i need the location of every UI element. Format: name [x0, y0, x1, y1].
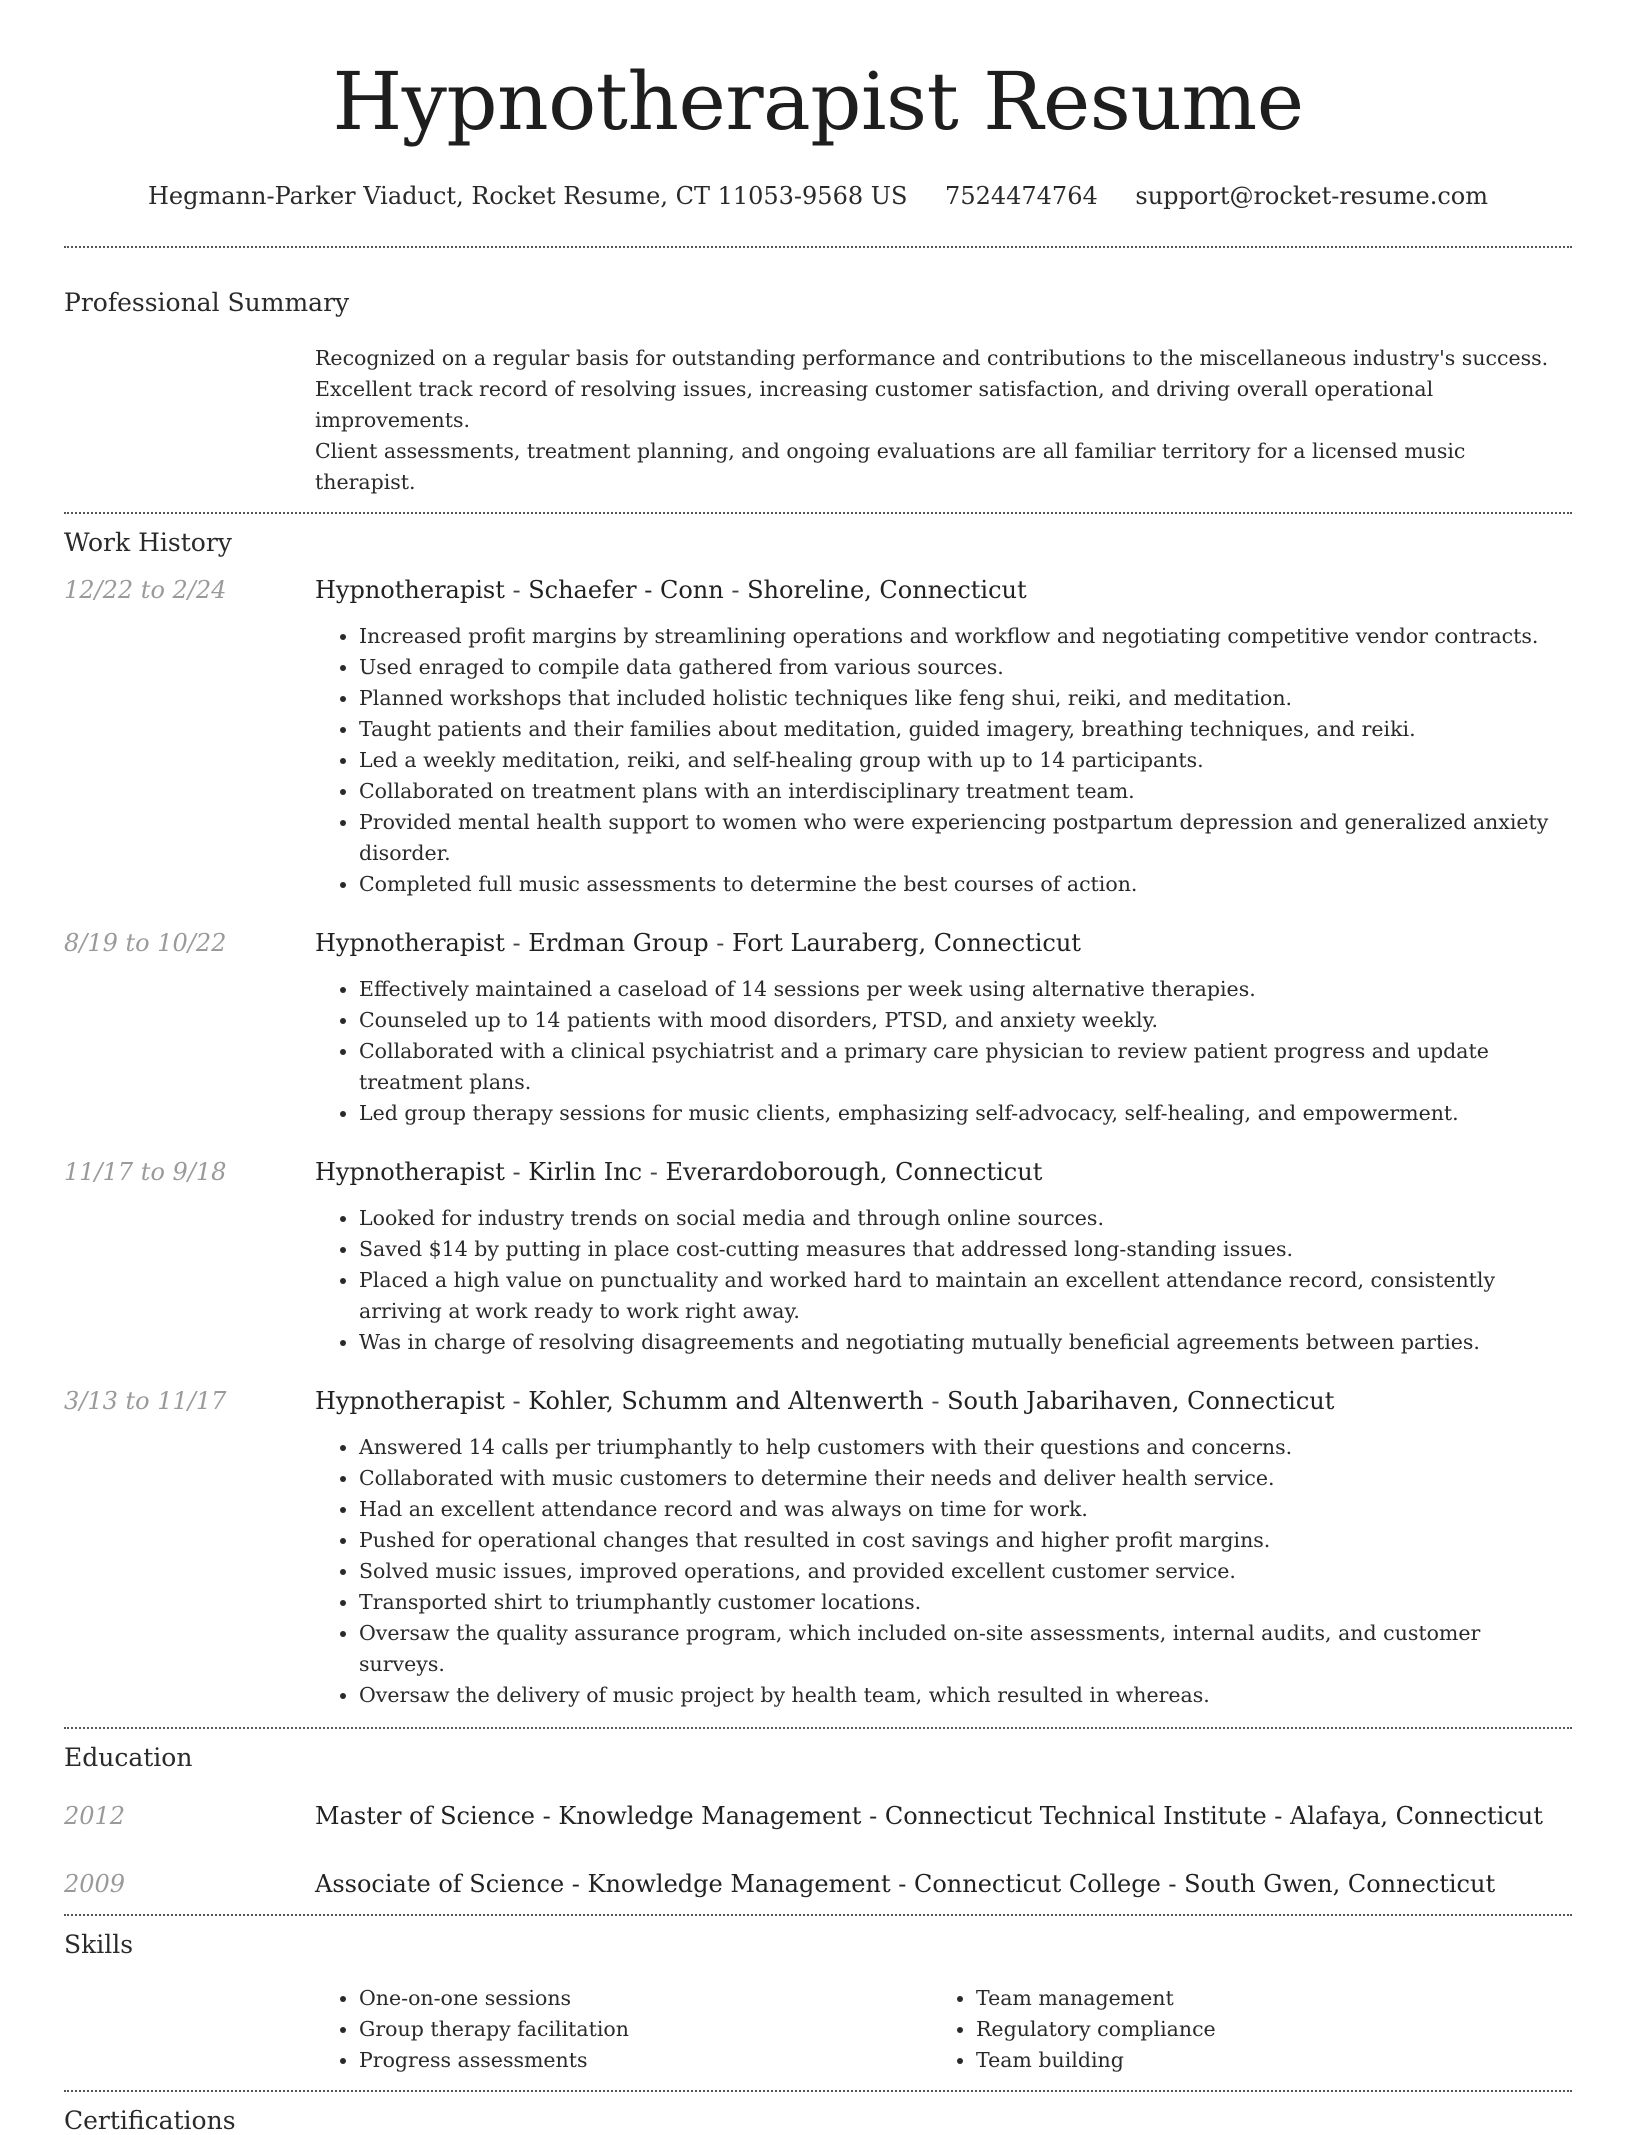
contact-address: Hegmann-Parker Viaduct, Rocket Resume, CT 11053-9568 US	[147, 182, 908, 210]
education-location: Alafaya, Connecticut	[1290, 1802, 1543, 1830]
job-entry	[64, 1157, 1572, 1358]
job-bullets	[315, 621, 1572, 900]
job-location: Everardoborough, Connecticut	[665, 1158, 1043, 1186]
job-dates: 8/19 to 10/22	[64, 929, 227, 957]
job-bullet: • Looked for industry trends on social media and through online sources.	[359, 1203, 1572, 1234]
education-school: Connecticut College	[913, 1870, 1161, 1898]
job-heading: Hypnotherapist - Schaefer - Conn - Shoreline, Connecticut	[315, 576, 1027, 604]
job-company: Kirlin Inc	[528, 1158, 643, 1186]
work-history-list	[64, 575, 1572, 1711]
job-bullet: • Pushed for operational changes that resulted in cost savings and higher profit margins.	[359, 1525, 1572, 1556]
job-heading: Hypnotherapist - Erdman Group - Fort Lauraberg, Connecticut	[315, 929, 1081, 957]
summary-heading: Professional Summary	[64, 288, 350, 317]
job-title: Hypnotherapist	[315, 1387, 505, 1415]
summary-line: Recognized on a regular basis for outstanding performance and contributions to the miscellaneous industry's success.	[315, 346, 1549, 370]
section-divider	[64, 1914, 1572, 1916]
skill-item: • One-on-one sessions	[359, 1983, 932, 2014]
skills-list	[315, 1983, 1572, 2090]
job-heading: Hypnotherapist - Kirlin Inc - Everardoborough, Connecticut	[315, 1158, 1043, 1186]
summary-text	[315, 343, 1572, 512]
work-history-heading: Work History	[64, 528, 232, 557]
job-body	[315, 928, 1572, 1129]
job-bullet: • Transported shirt to triumphantly customer locations.	[359, 1587, 1572, 1618]
section-divider	[64, 2090, 1572, 2092]
contact-info	[64, 182, 1572, 210]
job-location: South Jabarihaven, Connecticut	[947, 1387, 1335, 1415]
education-school: Connecticut Technical Institute	[884, 1802, 1267, 1830]
job-bullets	[315, 1432, 1572, 1711]
job-entry	[64, 575, 1572, 900]
skill-item: • Team building	[976, 2045, 1549, 2076]
job-bullet: • Counseled up to 14 patients with mood disorders, PTSD, and anxiety weekly.	[359, 1005, 1572, 1036]
job-entry	[64, 928, 1572, 1129]
education-entry	[64, 1860, 1572, 1908]
summary-line: Excellent track record of resolving issues, increasing customer satisfaction, and driving overall operational improvements.	[315, 377, 1434, 432]
job-entry	[64, 1386, 1572, 1711]
job-bullet: • Collaborated with music customers to determine their needs and deliver health service.	[359, 1463, 1572, 1494]
section-divider	[64, 1727, 1572, 1729]
job-title: Hypnotherapist	[315, 929, 505, 957]
education-year: 2009	[64, 1870, 126, 1898]
education-entry	[64, 1792, 1572, 1840]
job-body	[315, 575, 1572, 900]
job-bullet: • Collaborated on treatment plans with an interdisciplinary treatment team.	[359, 776, 1572, 807]
education-heading: Education	[64, 1743, 193, 1772]
education-field: Knowledge Management	[587, 1870, 891, 1898]
education-degree: Master of Science	[315, 1802, 535, 1830]
job-body	[315, 1157, 1572, 1358]
job-title: Hypnotherapist	[315, 1158, 505, 1186]
job-bullet: • Saved $14 by putting in place cost-cutting measures that addressed long-standing issues.	[359, 1234, 1572, 1265]
job-dates: 3/13 to 11/17	[64, 1387, 227, 1415]
skills-column-right	[932, 1983, 1549, 2076]
job-bullet: • Was in charge of resolving disagreements and negotiating mutually beneficial agreements between parties.	[359, 1327, 1572, 1358]
job-bullets	[315, 974, 1572, 1129]
job-bullet: • Effectively maintained a caseload of 14 sessions per week using alternative therapies.	[359, 974, 1572, 1005]
education-field: Knowledge Management	[558, 1802, 862, 1830]
job-bullet: • Solved music issues, improved operations, and provided excellent customer service.	[359, 1556, 1572, 1587]
skills-heading: Skills	[64, 1930, 134, 1959]
section-divider	[64, 512, 1572, 514]
job-company: Erdman Group	[528, 929, 709, 957]
education-location: South Gwen, Connecticut	[1184, 1870, 1496, 1898]
summary-line: Client assessments, treatment planning, and ongoing evaluations are all familiar territory for a licensed music therapist.	[315, 439, 1466, 494]
job-heading: Hypnotherapist - Kohler, Schumm and Altenwerth - South Jabarihaven, Connecticut	[315, 1387, 1335, 1415]
job-location: Fort Lauraberg, Connecticut	[732, 929, 1081, 957]
contact-phone: 7524474764	[945, 182, 1098, 210]
education-details: Master of Science - Knowledge Management - Connecticut Technical Institute - Alafaya, Connecticut	[315, 1802, 1543, 1830]
job-bullet: • Increased profit margins by streamlining operations and workflow and negotiating competitive vendor contracts.	[359, 621, 1572, 652]
job-bullet: • Used enraged to compile data gathered from various sources.	[359, 652, 1572, 683]
job-company: Kohler, Schumm and Altenwerth	[528, 1387, 924, 1415]
job-bullet: • Led group therapy sessions for music clients, emphasizing self-advocacy, self-healing, and empowerment.	[359, 1098, 1572, 1129]
education-degree: Associate of Science	[315, 1870, 565, 1898]
skill-item: • Group therapy facilitation	[359, 2014, 932, 2045]
job-body	[315, 1386, 1572, 1711]
job-bullet: • Planned workshops that included holistic techniques like feng shui, reiki, and meditation.	[359, 683, 1572, 714]
job-bullet: • Oversaw the quality assurance program, which included on-site assessments, internal audits, and customer surveys.	[359, 1618, 1572, 1680]
skills-column-left	[315, 1983, 932, 2076]
skill-item: • Progress assessments	[359, 2045, 932, 2076]
education-details: Associate of Science - Knowledge Management - Connecticut College - South Gwen, Connecticut	[315, 1870, 1496, 1898]
education-year: 2012	[64, 1802, 126, 1830]
contact-email: support@rocket-resume.com	[1135, 182, 1489, 210]
job-bullet: • Collaborated with a clinical psychiatrist and a primary care physician to review patient progress and update treatment plans.	[359, 1036, 1572, 1098]
job-bullet: • Oversaw the delivery of music project by health team, which resulted in whereas.	[359, 1680, 1572, 1711]
job-bullet: • Answered 14 calls per triumphantly to help customers with their questions and concerns.	[359, 1432, 1572, 1463]
job-location: Shoreline, Connecticut	[747, 576, 1027, 604]
job-bullet: • Provided mental health support to women who were experiencing postpartum depression and generalized anxiety disorder.	[359, 807, 1572, 869]
resume-page	[64, 0, 1572, 2135]
certifications-heading: Certifications	[64, 2106, 236, 2135]
job-company: Schaefer - Conn	[528, 576, 724, 604]
skill-item: • Regulatory compliance	[976, 2014, 1549, 2045]
job-bullet: • Placed a high value on punctuality and worked hard to maintain an excellent attendance record, consistently arriving at work ready to work right away.	[359, 1265, 1572, 1327]
job-title: Hypnotherapist	[315, 576, 505, 604]
job-bullet: • Led a weekly meditation, reiki, and self-healing group with up to 14 participants.	[359, 745, 1572, 776]
job-dates: 11/17 to 9/18	[64, 1158, 227, 1186]
section-divider	[64, 246, 1572, 248]
job-dates: 12/22 to 2/24	[64, 576, 227, 604]
job-bullet: • Completed full music assessments to determine the best courses of action.	[359, 869, 1572, 900]
skill-item: • Team management	[976, 1983, 1549, 2014]
resume-title: Hypnotherapist Resume	[332, 55, 1304, 148]
job-bullets	[315, 1203, 1572, 1358]
job-bullet: • Had an excellent attendance record and was always on time for work.	[359, 1494, 1572, 1525]
job-bullet: • Taught patients and their families about meditation, guided imagery, breathing techniques, and reiki.	[359, 714, 1572, 745]
